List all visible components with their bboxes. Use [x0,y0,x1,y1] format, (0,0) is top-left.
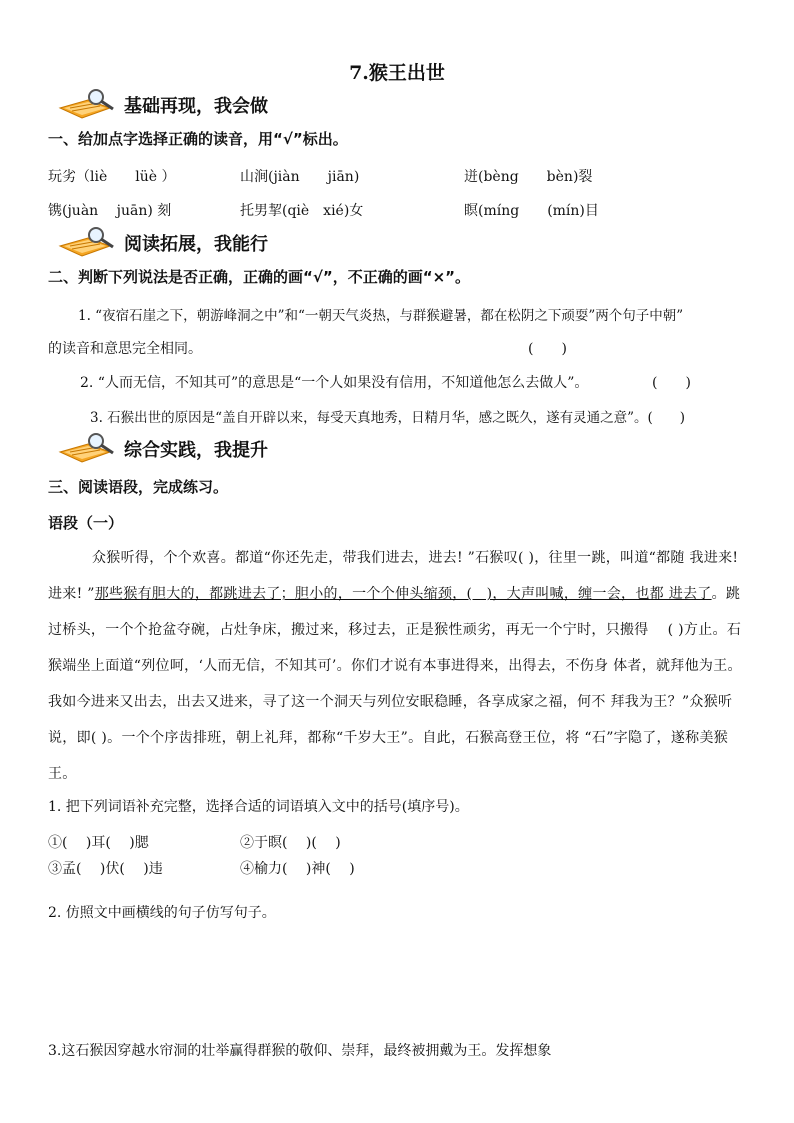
word-fill-2[interactable]: ②于瞑( )( ) [240,835,341,851]
banner-label: 阅读拓展，我能行 [124,234,268,255]
reading-passage [48,540,750,792]
passage-text-b: 。跳过桥头，一个个抢盆夺碗，占灶争床，搬过来，移过去，正是猴性顽劣，再无一个宁时，只搬得 ( )方止。石猴端坐上面道“列位呵，‘人而无信，不知其可’。你们才说有本事进得来，出得去，不伤身 体者，就拜他为王。我如今进来又出去，出去又进来，寻了这一个洞天与列位安眠稳睡，各享成家之福，何不 拜我为王？”众猴听说，即( )。一个个序齿排班，朝上礼拜，都称“千岁大王”。自此，石猴高登王位，将 “石”字隐了，遂称美猴王。 [48,586,742,782]
exercise-question-1: 1. 把下列词语补充完整，选择合适的词语填入文中的括号(填序号)。 [48,799,469,815]
banner-label: 基础再现，我会做 [124,96,268,117]
pinyin-item-2: 山涧(jiàn jiān) [240,169,360,185]
judge-question-1: 1. “夜宿石崖之下，朝游峰洞之中”和“一朝天气炎热，与群猴避暑，都在松阴之下顽耍”两个句子中朝” [78,308,684,324]
exercise-question-3: 3.这石猴因穿越水帘洞的壮举赢得群猴的敬仰、崇拜，最终被拥戴为王。发挥想象 [48,1043,552,1059]
pinyin-item-3: 迸(bèng bèn)裂 [464,169,593,185]
section2-heading: 二、判断下列说法是否正确，正确的画“√”，不正确的画“×”。 [48,268,471,286]
answer-paren-2[interactable]: ( ) [652,375,691,391]
passage-text-a: 众猴听得，个个欢喜。都道“你还先走，带我们进去，进去! ”石猴叹( )，往里一跳，叫道“都随 我进来! 进来! ” [48,550,739,602]
section-banner-practice [58,432,418,466]
underlined-sentence: 那些猴有胆大的，都跳进去了；胆小的，一个个伸头缩颈，( )，大声叫喊，缠一会，也都 进去了 [94,586,712,602]
judge-question-2: 2. “人而无信，不知其可”的意思是“一个人如果没有信用，不知道他怎么去做人”。 [80,375,589,391]
magnifier-book-icon [58,88,118,120]
pinyin-item-1: 玩劣（liè lüè ） [48,169,176,185]
word-fill-1[interactable]: ①( )耳( )腮 [48,835,149,851]
judge-question-3: 3. 石猴出世的原因是“盖自开辟以来，每受天真地秀，日精月华，感之既久，遂有灵通之意”。( ) [90,410,686,426]
page-title: 7.猴王出世 [349,62,445,84]
magnifier-book-icon [58,226,118,258]
banner-label: 综合实践，我提升 [124,440,268,461]
exercise-question-2: 2. 仿照文中画横线的句子仿写句子。 [48,905,276,921]
section3-heading: 三、阅读语段，完成练习。 [48,478,229,496]
judge-question-1-cont: 的读音和意思完全相同。 [48,341,202,357]
passage-label: 语段（一） [48,514,124,532]
pinyin-item-4: 镌(juàn juān) 刻 [48,203,172,219]
magnifier-book-icon [58,432,118,464]
section-banner-basics [58,88,418,122]
section1-heading: 一、给加点字选择正确的读音，用“√”标出。 [48,130,348,148]
section-banner-reading [58,226,418,260]
pinyin-item-6: 瞑(míng (mín)目 [464,203,599,219]
word-fill-3[interactable]: ③孟( )伏( )违 [48,861,163,877]
answer-paren-1[interactable]: ( ) [528,341,567,357]
word-fill-4[interactable]: ④榆力( )神( ) [240,861,355,877]
pinyin-item-5: 托男挈(qiè xié)女 [240,203,364,219]
